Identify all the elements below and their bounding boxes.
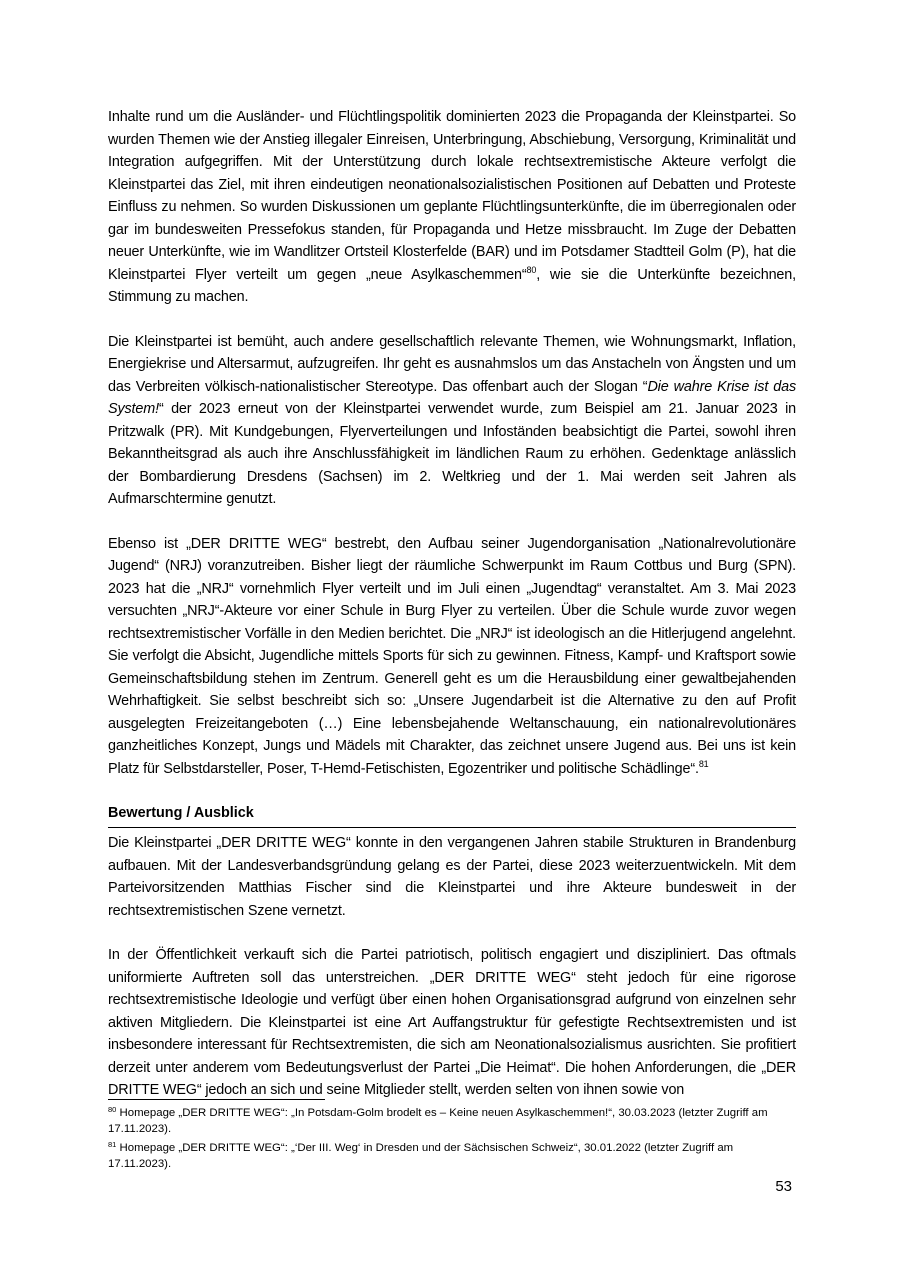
page-number: 53	[775, 1178, 792, 1195]
section-heading: Bewertung / Ausblick	[108, 802, 796, 828]
paragraph-4: Die Kleinstpartei „DER DRITTE WEG“ konnte in den vergangenen Jahren stabile Strukturen in Brandenburg aufbauen. Mit der Landesverbandsgründung gelang es der Partei, diese 2023 weiterzuentwickeln. Mit dem Parteivorsitzenden Matthias Fischer sind die Kleinstpartei und ihre Akteure bundesweit in der rechtsextremistischen Szene vernetzt.	[108, 835, 796, 919]
footnote-81: $^{81}$ Homepage „DER DRITTE WEG“: „‘Der III. Weg‘ in Dresden und der Sächsischen Schweiz“, 30.01.2022 (letzter Zugriff am 17.11.2023).	[108, 1140, 734, 1170]
paragraph-2: Die Kleinstpartei ist bemüht, auch andere gesellschaftlich relevante Themen, wie Wohnungsmarkt, Inflation, Energiekrise und Altersarmut, aufzugreifen. Ihr geht es ausnahmslos um das Anstacheln von Ängsten und um das Verbreiten völkisch-nationalistischer Stereotype. Das offenbart auch der Slogan “Die wahre Krise ist das System!“ der 2023 erneut von der Kleinstpartei verwendet wurde, zum Beispiel am 21. Januar 2023 in Pritzwalk (PR). Mit Kundgebungen, Flyerverteilungen und Infoständen beabsichtigt die Partei, sowohl ihren Bekanntheitsgrad als auch ihre Anschlussfähigkeit im ländlichen Raum zu erhöhen. Gedenktage anlässlich der Bombardierung Dresdens (Sachsen) im 2. Weltkrieg und der 1. Mai werden seit Jahren als Aufmarschtermine genutzt.	[108, 333, 796, 507]
slogan: Die wahre Krise ist das System!	[108, 378, 796, 417]
footnote-80: $^{80}$ Homepage „DER DRITTE WEG“: „In Potsdam-Golm brodelt es – Keine neuen Asylkaschemmen!“, 30.03.2023 (letzter Zugriff am 17.11.2023).	[108, 1105, 768, 1135]
paragraph-3: Ebenso ist „DER DRITTE WEG“ bestrebt, den Aufbau seiner Jugendorganisation „Nationalrevolutionäre Jugend“ (NRJ) voranzutreiben. Bisher liegt der räumliche Schwerpunkt im Raum Cottbus und Burg (SPN). 2023 hat die „NRJ“ vornehmlich Flyer verteilt und im Juli einen „Jugendtag“ veranstaltet. Am 3. Mai 2023 versuchten „NRJ“-Akteure vor einer Schule in Burg Flyer zu verteilen. Über die Schule wurde zuvor wegen rechtsextremistischer Vorfälle in den Medien berichtet. Die „NRJ“ ist ideologisch an die Hitlerjugend angelehnt. Sie verfolgt die Absicht, Jugendliche mittels Sports für sich zu gewinnen. Fitness, Kampf- und Kraftsport sowie Gemeinschaftsbildung stehen im Zentrum. Generell geht es um die Herausbildung einer gewaltbejahenden Wehrhaftigkeit. Sie selbst beschreibt sich so: „Unsere Jugendarbeit ist die Alternative zu den auf Profit ausgelegten Freizeitangeboten (…) Eine lebensbejahende Weltanschauung, ein nationalrevolutionäres ganzheitliches Konzept, Jungs und Mädels mit Charakter, das zeichnet unsere Jugend aus. Bei uns ist kein Platz für Selbstdarsteller, Poser, T-Hemd-Fetischisten, Egozentriker und politische Schädlinge“.$^{81}$	[108, 535, 796, 777]
footnote-ref-80: 80	[526, 264, 537, 275]
footnotes	[108, 1105, 796, 1175]
paragraph-1: Inhalte rund um die Ausländer- und Flüchtlingspolitik dominierten 2023 die Propaganda der Kleinstpartei. So wurden Themen wie der Anstieg illegaler Einreisen, Unterbringung, Abschiebung, Versorgung, Kriminalität und Integration aufgegriffen. Mit der Unterstützung durch lokale rechtsextremistische Akteure verfolgt die Kleinstpartei das Ziel, mit ihren eindeutigen neonationalsozialistischen Positionen auf Debatten und Proteste Einfluss zu nehmen. So wurden Diskussionen um geplante Flüchtlingsunterkünfte, die im überregionalen oder gar im bundesweiten Pressefokus standen, für Propaganda und Hetze missbraucht. Im Zuge der Debatten neuer Unterkünfte, wie im Wandlitzer Ortsteil Klosterfelde (BAR) und im Potsdamer Stadtteil Golm (P), hat die Kleinstpartei Flyer verteilt um gegen „neue Asylkaschemmen“$^{80}$, wie sie die Unterkünfte bezeichnen, Stimmung zu machen.	[108, 109, 796, 305]
paragraph-5: In der Öffentlichkeit verkauft sich die Partei patriotisch, politisch engagiert und diszipliniert. Das oftmals uniformierte Auftreten soll das unterstreichen. „DER DRITTE WEG“ steht jedoch für eine rigorose rechtsextremistische Ideologie und verfügt über einen hohen Organisationsgrad aufgrund von einzelnen sehr aktiven Mitgliedern. Die Kleinstpartei ist eine Art Auffangstruktur für gefestigte Rechtsextremisten und ist insbesondere interessant für Rechtsextremisten, die sich am Neonationalsozialismus ausrichten. Sie profitiert derzeit unter anderem vom Bedeutungsverlust der Partei „Die Heimat“. Die hohen Anforderungen, die „DER DRITTE WEG“ jedoch an sich und seine Mitglieder stellt, werden selten von ihnen sowie von	[108, 947, 796, 1098]
main-text	[108, 106, 796, 1102]
footnote-separator	[108, 1099, 325, 1100]
footnote-ref-81: 81	[698, 758, 709, 769]
